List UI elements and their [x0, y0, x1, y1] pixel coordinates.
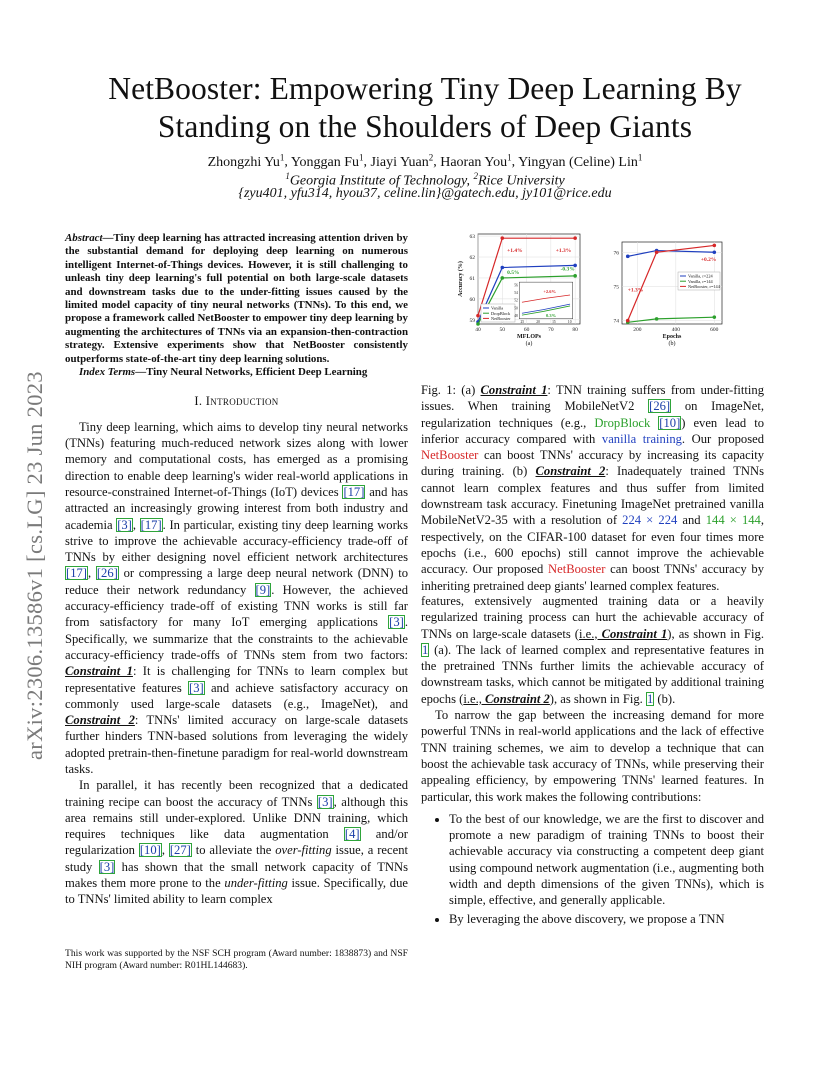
author: Yingyan (Celine) Lin$^1$: [518, 152, 643, 170]
y-tick-label: 62: [469, 255, 475, 262]
title-line-1: NetBooster: Empowering Tiny Deep Learning By: [108, 71, 742, 106]
citation-link[interactable]: [3]: [389, 615, 404, 630]
paper-title: [60, 70, 790, 146]
inset-tick-label: 48: [514, 313, 518, 318]
vanilla-label: vanilla training: [601, 431, 682, 446]
x-axis-label: MFLOPs: [517, 334, 541, 340]
annotation: -0.3%: [560, 266, 575, 273]
list-item: • To the best of our knowledge, we are the first to discover and promote a new paradigm of training TNNs to boost their achievable accuracy via constructing a competent deep giant using compound network augmentation (i.e., augmenting both width and depth dimensions of the given TNNs), which is simple, effective, and generally applicable.: [449, 811, 764, 909]
annotation: +1.4%: [507, 247, 523, 254]
annotation: +1.3%: [555, 247, 572, 254]
arxiv-identifier: arXiv:2306.13586v1 [cs.LG] 23 Jun 2023: [22, 371, 47, 760]
intro-paragraph-2: In parallel, it has recently been recognized that a dedicated training recipe can boost the accuracy of TNNs [3], although this area remains still under-explored. Unlike DNN training, which requires techniques like data augmentation [4] and/or regularization [10], [27] to alleviate the over-fitting issue, a recent study [3] has shown that the small network capacity of TNNs makes them more prone to the under-fitting issue. Specifically, due to TNNs' limited ability to learn complex: [65, 778, 408, 907]
contributions-list: [421, 811, 764, 927]
author: Haoran You$^1$: [440, 152, 512, 170]
inset-tick-label: 25: [520, 319, 525, 324]
data-point: [500, 236, 504, 240]
x-tick-label: 400: [671, 327, 680, 333]
right-column: [421, 593, 764, 929]
panel-label: (a): [525, 341, 533, 347]
left-column: [65, 232, 408, 908]
citation-link[interactable]: [3]: [189, 680, 204, 695]
inset-tick-label: 52: [514, 298, 518, 303]
citation-link[interactable]: [3]: [317, 794, 333, 809]
inset-tick-label: 56: [514, 283, 518, 288]
figure-link[interactable]: 1: [422, 642, 429, 657]
inset-tick-label: 20: [536, 319, 540, 324]
author: Jiayi Yuan$^2$: [370, 152, 434, 170]
panel-label: (b): [668, 341, 676, 347]
section-heading-introduction: I. Introduction: [194, 394, 279, 409]
citation-link[interactable]: [10]: [659, 415, 681, 430]
y-tick-label: 75: [613, 284, 619, 291]
inset-tick-label: 10: [567, 319, 572, 324]
inset-annotation: 0.3%: [546, 312, 557, 318]
x-tick-label: 80: [572, 327, 578, 333]
y-axis-label: Accuracy (%): [458, 261, 464, 297]
y-tick-label: 63: [469, 234, 475, 241]
right-paragraph-1: features, extensively augmented training data or a heavily regularized training process can hurt the achievable accuracy of TNNs on large-scale datasets (i.e., Constraint 1), as shown in Fig. 1 (a). The lack of learned complex and representative features in the pretrained TNNs further limits the achievable accuracy of downstream tasks, which cannot be mitigated by additional training epochs (i.e., Constraint 2), as shown in Fig. 1 (b).: [421, 594, 765, 706]
data-point: [500, 266, 504, 270]
inset-tick-label: 50: [514, 306, 518, 311]
data-point: [500, 276, 504, 280]
x-tick-label: 200: [633, 327, 642, 333]
legend-label: Vanilla: [491, 305, 504, 311]
legend-label: Vanilla, r=144: [688, 278, 713, 284]
list-item: • By leveraging the above discovery, we propose a TNN: [449, 911, 764, 927]
figure-caption: Fig. 1: (a) Constraint 1: TNN training suffers from under-fitting issues. When training MobileNetV2 [26] on ImageNet, regularization techniques (e.g., DropBlock [10]) even lead to inferior accuracy compared with vanilla training. Our proposed NetBooster can boost TNNs' accuracy by increasing its capacity during training. (b) Constraint 2: Inadequately trained TNNs cannot learn complex features and thus suffer from limited downstream task accuracy. Finetuning ImageNet pretrained vanilla MobileNetV2-35 with a resolution of 224 × 224 and 144 × 144, respectively, on the CIFAR-100 dataset for even four times more epochs (i.e., 600 epochs) still cannot improve the achievable accuracy. Our proposed NetBooster can boost TNNs' accuracy by inheriting pretrained deep giants' learned complex features.: [421, 383, 765, 593]
citation-link[interactable]: [9]: [255, 582, 271, 597]
data-point: [655, 250, 659, 254]
data-point: [476, 314, 480, 318]
citation-link[interactable]: [27]: [169, 843, 191, 858]
data-point: [573, 236, 577, 240]
x-tick-label: 70: [548, 327, 554, 333]
y-tick-label: 61: [469, 275, 475, 282]
legend-label: DropBlock: [491, 310, 511, 316]
data-point: [573, 274, 577, 278]
data-point: [476, 322, 480, 326]
data-point: [713, 315, 717, 319]
y-tick-label: 59: [469, 317, 475, 324]
annotation: 0.5%: [507, 269, 520, 276]
citation-link[interactable]: [17]: [66, 566, 87, 581]
citation-link[interactable]: [26]: [649, 399, 671, 414]
citation-link[interactable]: [3]: [99, 859, 115, 874]
citation-link[interactable]: [17]: [140, 517, 162, 532]
data-point: [626, 319, 630, 323]
x-axis-label: Epochs: [662, 334, 682, 340]
inset-annotation: +2.6%: [543, 289, 557, 295]
affiliations: $^1$Georgia Institute of Technology, $^2$Rice University: [285, 171, 565, 189]
x-tick-label: 600: [710, 327, 719, 333]
author-emails: {zyu401, yfu314, hyou37, celine.lin}@gatech.edu, jy101@rice.edu: [238, 186, 612, 201]
author-list: Zhongzhi Yu$^1$, Yonggan Fu$^1$, Jiayi Yuan$^2$, Haoran You$^1$, Yingyan (Celine) Lin$^1$: [207, 152, 643, 170]
data-point: [655, 317, 659, 321]
figure-1: [448, 228, 738, 358]
author: Zhongzhi Yu$^1$: [207, 152, 285, 170]
intro-paragraph-1: Tiny deep learning, which aims to develop tiny neural networks (TNNs) featuring much-reduced network sizes along with lower memory and computational costs, has emerged as a promising direction to enable deep learning's wider real-world applications in resource-constrained Internet-of-Things (IoT) devices [17] and has attracted an increasingly growing interest from both industry and academia [3], [17]. In particular, existing tiny deep learning works strive to improve the achievable accuracy-efficiency trade-off of TNNs by either designing novel efficient network architectures [17], [26] or compressing a large deep neural network (DNN) to reduce their network redundancy [9]. However, the achieved accuracy-efficiency trade-off of existing TNN works is still far from satisfactory for many IoT emerging applications [3]. Specifically, we summarize that the constraints to the achievable accuracy-efficiency trade-offs of TNNs stem from two factors: Constraint 1: It is challenging for TNNs to learn complex but representative features [3] and achieve satisfactory accuracy on commonly used large-scale datasets (e.g., ImageNet), and Constraint 2: TNNs' limited accuracy on large-scale datasets further hinders TNN-based solutions from leveraging the widely adopted pretrain-then-finetune paradigm for real-world downstream tasks.: [65, 419, 408, 776]
figure-link[interactable]: 1: [646, 691, 654, 706]
citation-link[interactable]: [10]: [139, 843, 161, 858]
index-terms: Index Terms—Tiny Neural Networks, Efficient Deep Learning: [79, 366, 368, 379]
annotation: +1.3%: [627, 287, 644, 294]
x-tick-label: 40: [475, 327, 481, 333]
footnote: This work was supported by the NSF SCH program (Award number: 1838873) and NSF NIH program (Award number: R01HL144683).: [65, 948, 408, 971]
data-point: [713, 250, 717, 254]
citation-link[interactable]: [26]: [96, 566, 118, 581]
title-line-2: Standing on the Shoulders of Deep Giants: [157, 109, 693, 144]
constraint-2-label: Constraint 2: [65, 713, 135, 728]
inset-tick-label: 15: [552, 319, 556, 324]
x-tick-label: 50: [499, 327, 506, 333]
data-point: [713, 244, 717, 248]
author: Yonggan Fu$^1$: [290, 152, 364, 170]
citation-link[interactable]: [17]: [343, 484, 365, 499]
citation-link[interactable]: [3]: [117, 517, 132, 532]
legend-label: Vanilla, r=224: [688, 273, 713, 279]
legend-label: NetBooster: [491, 316, 511, 321]
citation-link[interactable]: [4]: [344, 827, 360, 842]
y-tick-label: 76: [613, 250, 619, 257]
dropblock-label: DropBlock: [594, 415, 651, 430]
y-tick-label: 60: [469, 296, 475, 303]
y-tick-label: 74: [613, 318, 619, 325]
abstract: Abstract—Tiny deep learning has attracted increasing attention driven by the substantial demand for deploying deep learning on numerous intelligent Internet-of-Things devices. However, it is still challenging to unleash tiny deep learning's full potential on both large-scale datasets and downstream tasks due to the under-fitting issues caused by the limited model capacity of tiny neural networks (TNNs). To this end, we propose a framework called NetBooster to empower tiny deep learning by augmenting the architectures of TNNs via an expansion-then-contraction strategy. Extensive experiments show that NetBooster consistently outperforms state-of-the-art tiny deep learning solutions.: [65, 232, 408, 365]
figure-1-chart: [448, 228, 738, 358]
netbooster-label: NetBooster: [421, 448, 479, 463]
constraint-1-label: Constraint 1: [65, 664, 133, 679]
x-tick-label: 60: [523, 327, 530, 333]
data-point: [626, 255, 630, 259]
annotation: +0.2%: [700, 256, 717, 263]
legend-label: NetBooster, r=144: [688, 284, 720, 289]
right-paragraph-2: To narrow the gap between the increasing demand for more powerful TNNs in real-world applications and the lack of effective TNN training schemes, we aim to develop a technique that can boost the achievable task accuracy of TNNs, while preserving their appealing efficiency, by empowering TNNs' learned features. In particular, this work makes the following contributions:: [421, 708, 764, 804]
inset-tick-label: 54: [514, 290, 518, 295]
